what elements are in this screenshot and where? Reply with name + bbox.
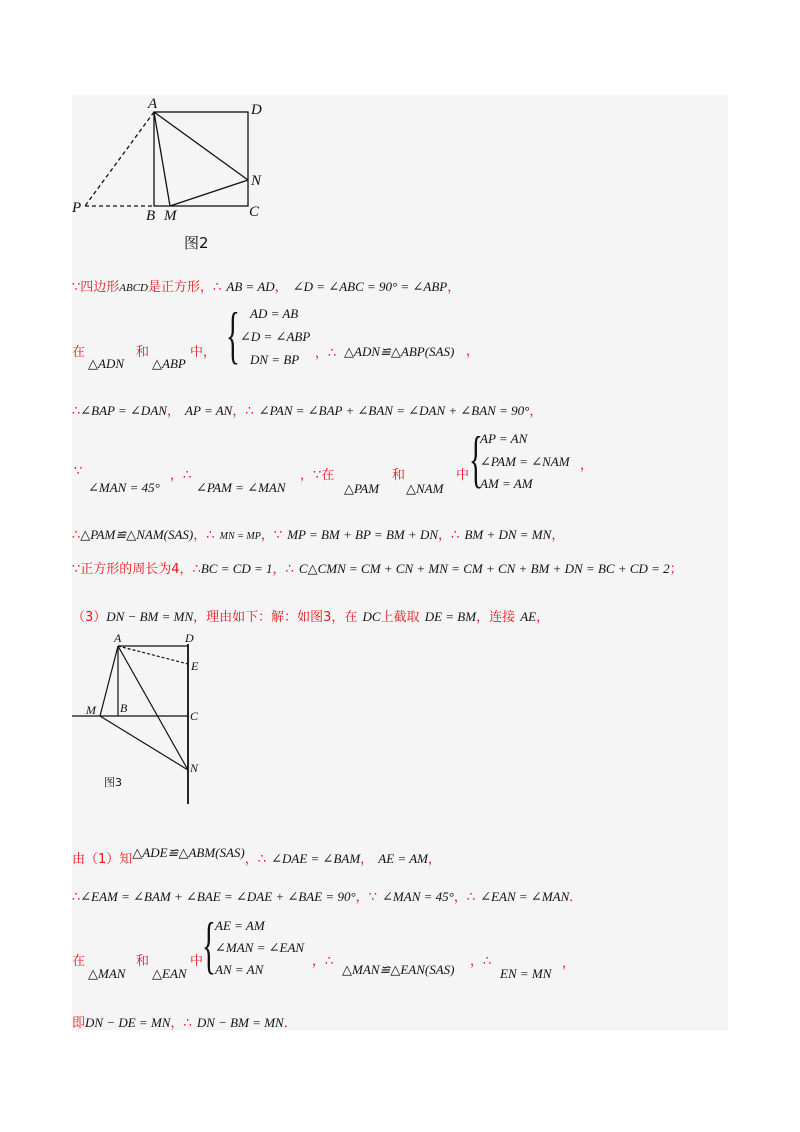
label-m: M — [86, 703, 96, 717]
segment-an — [118, 646, 188, 770]
figure-2 — [60, 92, 290, 257]
system-brace: { — [226, 299, 240, 370]
label-a: A — [148, 96, 158, 112]
label-m: M — [164, 208, 177, 224]
figure-2-caption: 图2 — [184, 234, 209, 252]
line-3: ∴∠BAP = ∠DAN， AP = AN，∴ ∠PAN = ∠BAP + ∠BAN = ∠DAN + ∠BAN = 90°， — [72, 403, 543, 419]
system-brace: { — [202, 909, 216, 980]
segment-am — [100, 646, 118, 716]
line-9: ∴∠EAM = ∠BAM + ∠BAE = ∠DAE + ∠BAE = 90°，∵ ∠MAN = 45°，∴ ∠EAN = ∠MAN． — [72, 889, 583, 905]
line-1: ∵四边形ABCD是正方形，∴ AB = AD， ∠D = ∠ABC = 90° = ∠ABP， — [72, 279, 461, 295]
segment-ap — [85, 112, 154, 206]
figure-3 — [72, 630, 212, 806]
system-brace: { — [469, 423, 483, 494]
segment-ae — [118, 646, 188, 664]
figure-3-caption: 图3 — [104, 776, 122, 789]
label-p: P — [72, 200, 82, 216]
label-c: C — [249, 204, 260, 220]
line-6: ∵正方形的周长为4，∴BC = CD = 1，∴ C△CMN = CM + CN + MN = CM + CN + BM + DN = BC + CD = 2； — [72, 561, 683, 577]
label-d: D — [251, 102, 262, 118]
segment-an — [154, 112, 248, 180]
label-c: C — [190, 709, 199, 723]
label-b: B — [146, 208, 156, 224]
line-11: 即DN − DE = MN，∴ DN − BM = MN． — [72, 1015, 297, 1031]
label-d: D — [185, 631, 194, 645]
line-8: $_{由(1)知}\triangle ADE≌\triangle ABM(SAS)_{,\therefore}$ $_{\angle DAE = \angle BAM,}$ $_{AE = AM,}$ — [72, 845, 441, 867]
line-5: ∴△PAM≌△NAM(SAS)，∴ MN = MP，∵ MP = BM + BP = BM + DN，∴ BM + DN = MN， — [72, 527, 565, 543]
line-7: （3）DN − BM = MN，理由如下：解：如图3，在 DC上截取 DE = BM，连接 AE， — [72, 609, 550, 625]
label-n: N — [190, 761, 199, 775]
label-e: E — [191, 659, 199, 673]
segment-mn — [170, 180, 248, 206]
segment-mn — [100, 716, 188, 770]
label-a: A — [114, 631, 122, 645]
label-b: B — [120, 701, 128, 715]
segment-am — [154, 112, 170, 206]
label-n: N — [251, 173, 262, 189]
